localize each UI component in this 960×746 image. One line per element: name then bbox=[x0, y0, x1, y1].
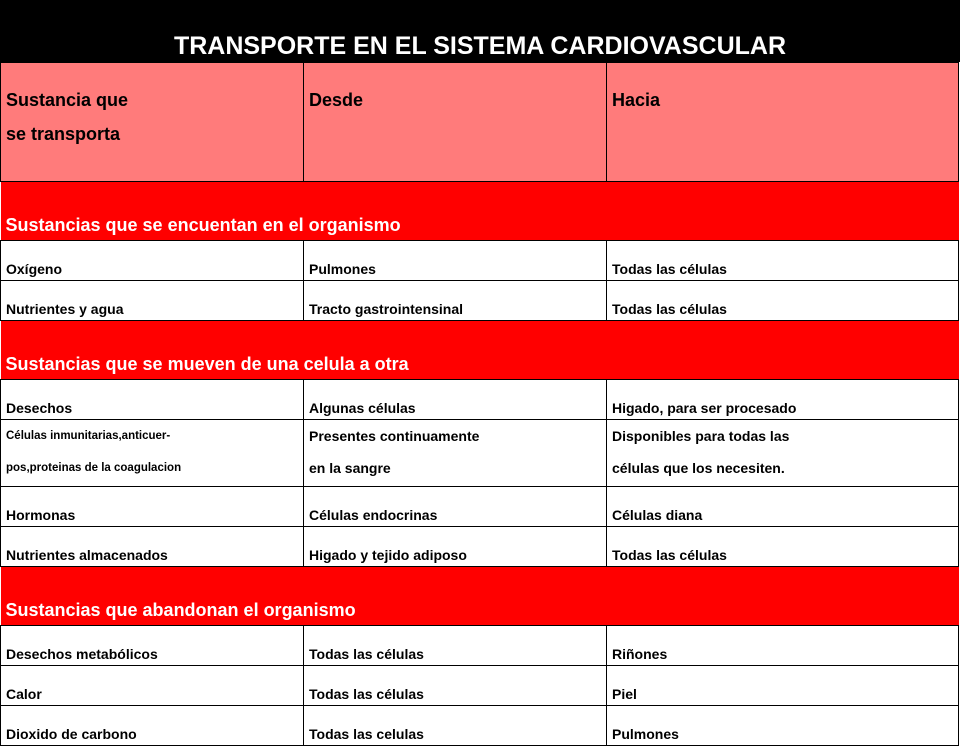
cell-to: Higado, para ser procesado bbox=[607, 380, 959, 420]
cell-to: Pulmones bbox=[607, 706, 959, 746]
cell-from: Algunas células bbox=[304, 380, 607, 420]
table-row bbox=[1, 626, 959, 666]
header-substance: Sustancia que se transporta bbox=[1, 63, 304, 182]
cell-to: Células diana bbox=[607, 487, 959, 527]
cell-from: Presentes continuamente en la sangre bbox=[304, 420, 607, 487]
table-row bbox=[1, 380, 959, 420]
transport-table bbox=[0, 62, 959, 746]
cell-substance: Hormonas bbox=[1, 487, 304, 527]
header-to: Hacia bbox=[607, 63, 959, 182]
section-header bbox=[1, 321, 959, 380]
cell-to: Todas las células bbox=[607, 241, 959, 281]
cell-from: Tracto gastrointensinal bbox=[304, 281, 607, 321]
cell-substance: Células inmunitarias,anticuer- pos,proteinas de la coagulacion bbox=[1, 420, 304, 487]
header-from: Desde bbox=[304, 63, 607, 182]
cell-from: Todas las celulas bbox=[304, 706, 607, 746]
table-row bbox=[1, 420, 959, 487]
section-title: Sustancias que se encuentan en el organismo bbox=[1, 182, 959, 241]
cell-to: Riñones bbox=[607, 626, 959, 666]
table-row bbox=[1, 666, 959, 706]
cell-to: Todas las células bbox=[607, 281, 959, 321]
table-row bbox=[1, 281, 959, 321]
cell-from: Células endocrinas bbox=[304, 487, 607, 527]
cell-to: Piel bbox=[607, 666, 959, 706]
cell-substance: Nutrientes almacenados bbox=[1, 527, 304, 567]
section-title: Sustancias que se mueven de una celula a otra bbox=[1, 321, 959, 380]
cell-from: Higado y tejido adiposo bbox=[304, 527, 607, 567]
cell-substance: Calor bbox=[1, 666, 304, 706]
table-row bbox=[1, 706, 959, 746]
cell-from: Todas las células bbox=[304, 626, 607, 666]
cell-substance: Nutrientes y agua bbox=[1, 281, 304, 321]
table-row bbox=[1, 241, 959, 281]
section-header bbox=[1, 182, 959, 241]
cell-substance: Desechos bbox=[1, 380, 304, 420]
section-header bbox=[1, 567, 959, 626]
slide-title: TRANSPORTE EN EL SISTEMA CARDIOVASCULAR bbox=[0, 0, 960, 62]
cell-substance: Dioxido de carbono bbox=[1, 706, 304, 746]
cell-substance: Oxígeno bbox=[1, 241, 304, 281]
table-row bbox=[1, 527, 959, 567]
cell-to: Todas las células bbox=[607, 527, 959, 567]
cell-from: Pulmones bbox=[304, 241, 607, 281]
cell-from: Todas las células bbox=[304, 666, 607, 706]
cell-substance: Desechos metabólicos bbox=[1, 626, 304, 666]
cell-to: Disponibles para todas las células que los necesiten. bbox=[607, 420, 959, 487]
table-row bbox=[1, 487, 959, 527]
table-header-row bbox=[1, 63, 959, 182]
section-title: Sustancias que abandonan el organismo bbox=[1, 567, 959, 626]
